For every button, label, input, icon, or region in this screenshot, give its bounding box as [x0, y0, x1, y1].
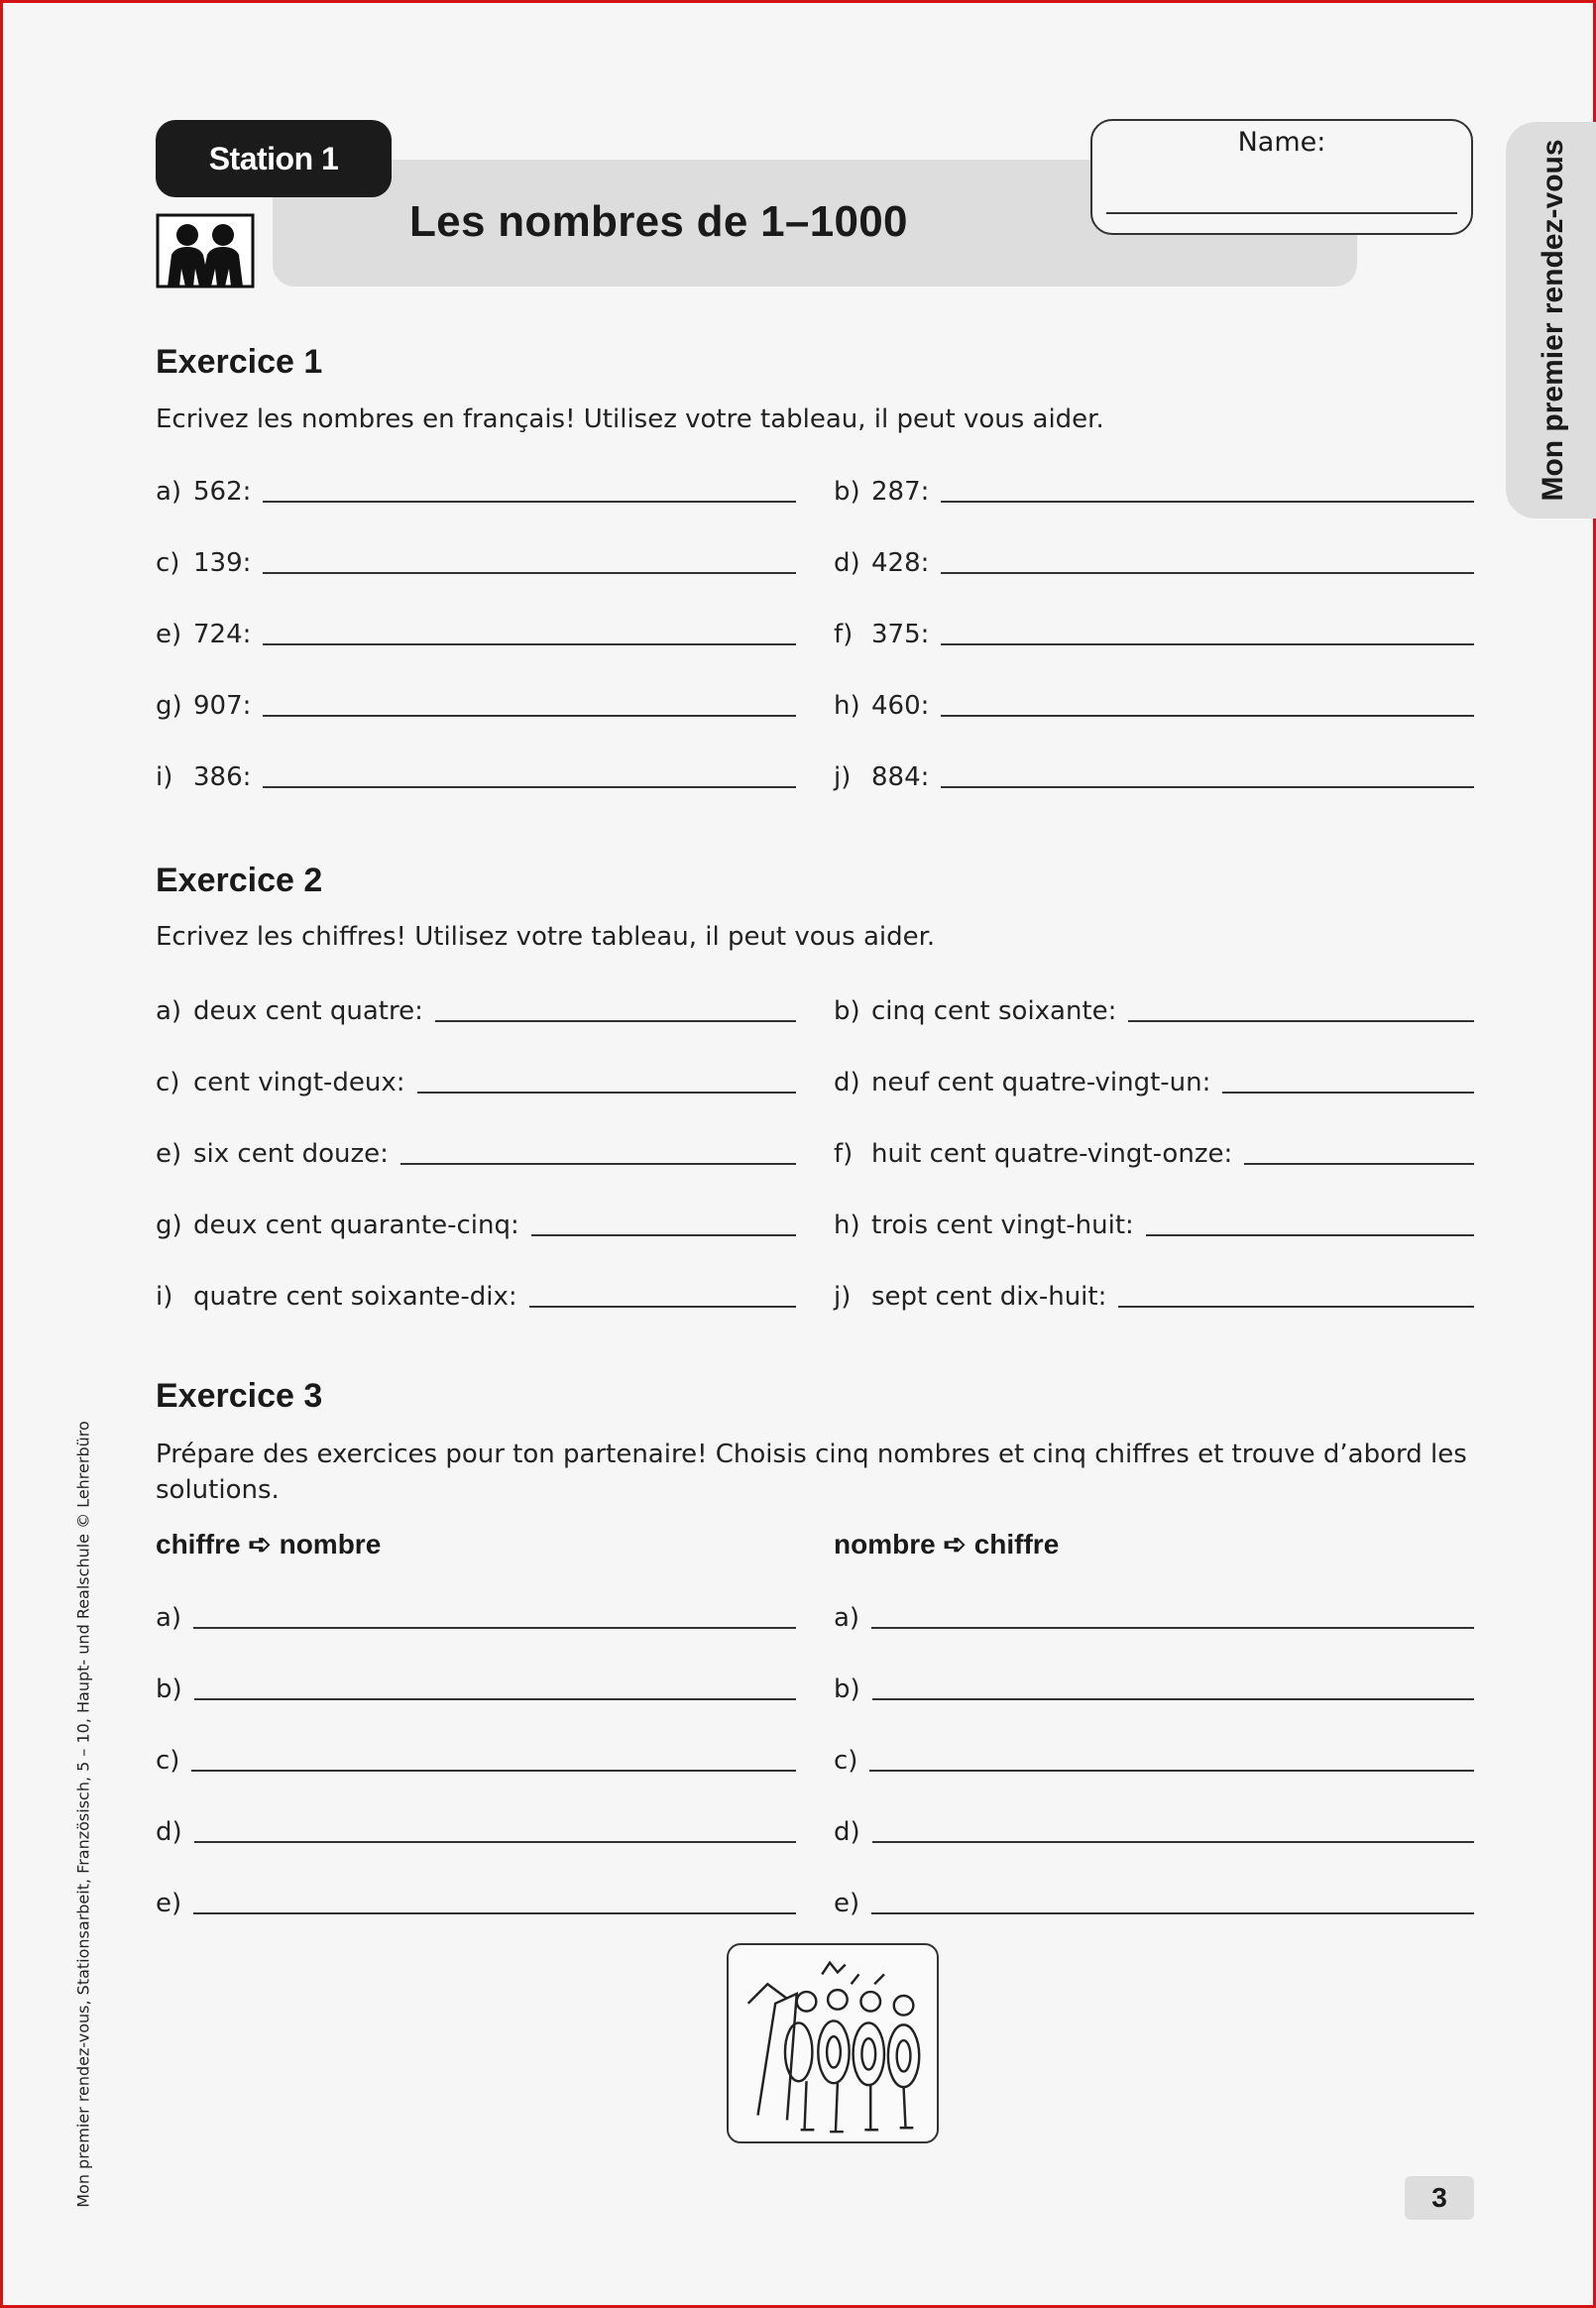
- column-head-nombre-chiffre: nombre ➪ chiffre: [834, 1529, 1060, 1559]
- page-number: 3: [1405, 2176, 1474, 2220]
- exercise-2-item-c: [156, 1062, 796, 1097]
- column-head-chiffre-nombre: chiffre ➪ nombre: [156, 1529, 382, 1559]
- item-prompt: six cent douze:: [193, 1139, 389, 1169]
- dancing-figures-illustration: [727, 1943, 939, 2143]
- exercise-2-item-j: [834, 1276, 1474, 1312]
- exercise-2-item-b: [834, 990, 1474, 1026]
- answer-line[interactable]: [1222, 1092, 1474, 1094]
- exercise-3-right-item-d: [834, 1811, 1474, 1847]
- answer-line[interactable]: [263, 501, 796, 503]
- item-letter: a): [156, 1603, 182, 1633]
- answer-line[interactable]: [194, 1841, 796, 1843]
- answer-line[interactable]: [1118, 1306, 1474, 1308]
- exercise-2-heading: Exercice 2: [156, 862, 323, 899]
- answer-line[interactable]: [872, 1698, 1474, 1700]
- answer-line[interactable]: [941, 501, 1474, 503]
- answer-line[interactable]: [531, 1234, 796, 1236]
- name-label: Name:: [1237, 127, 1326, 158]
- answer-line[interactable]: [263, 786, 796, 788]
- answer-line[interactable]: [1128, 1020, 1474, 1022]
- item-prompt: 460:: [871, 691, 930, 721]
- exercise-2-item-h: [834, 1205, 1474, 1240]
- answer-line[interactable]: [263, 643, 796, 645]
- exercise-3-left-item-b: [156, 1669, 796, 1704]
- item-prompt: cinq cent soixante:: [871, 996, 1117, 1026]
- item-letter: h): [834, 691, 860, 721]
- exercise-3-right-item-c: [834, 1740, 1474, 1776]
- exercise-1-item-b: [834, 471, 1474, 507]
- item-prompt: cent vingt-deux:: [193, 1068, 405, 1097]
- exercise-3-left-item-d: [156, 1811, 796, 1847]
- exercise-2-instruction: Ecrivez les chiffres! Utilisez votre tableau, il peut vous aider.: [156, 922, 936, 952]
- item-letter: e): [156, 1889, 182, 1918]
- item-prompt: deux cent quarante-cinq:: [193, 1211, 519, 1240]
- item-letter: j): [834, 762, 852, 792]
- item-letter: g): [156, 1211, 182, 1240]
- item-prompt: trois cent vingt-huit:: [871, 1211, 1134, 1240]
- exercise-1-item-f: [834, 614, 1474, 649]
- exercise-3-left-item-c: [156, 1740, 796, 1776]
- item-letter: c): [156, 548, 180, 578]
- answer-line[interactable]: [417, 1092, 796, 1094]
- exercise-3-right-item-e: [834, 1883, 1474, 1918]
- name-input-line[interactable]: [1106, 212, 1457, 214]
- answer-line[interactable]: [941, 643, 1474, 645]
- item-letter: d): [834, 548, 860, 578]
- item-letter: e): [156, 620, 182, 649]
- exercise-1-item-d: [834, 542, 1474, 578]
- copyright-credit: Mon premier rendez-vous, Stationsarbeit, Französisch, 5 – 10, Haupt- und Realschule © Lehrerbüro: [73, 1421, 93, 2208]
- exercise-2-item-g: [156, 1205, 796, 1240]
- item-letter: g): [156, 691, 182, 721]
- exercise-1-item-h: [834, 685, 1474, 721]
- item-prompt: deux cent quatre:: [193, 996, 423, 1026]
- item-letter: f): [834, 620, 854, 649]
- item-letter: d): [834, 1068, 860, 1097]
- item-prompt: 375:: [871, 620, 930, 649]
- exercise-2-item-e: [156, 1133, 796, 1169]
- item-letter: c): [156, 1746, 180, 1776]
- answer-line[interactable]: [872, 1841, 1474, 1843]
- item-prompt: huit cent quatre-vingt-onze:: [871, 1139, 1233, 1169]
- exercise-1-item-c: [156, 542, 796, 578]
- exercise-3-heading: Exercice 3: [156, 1377, 323, 1415]
- item-letter: b): [834, 996, 860, 1026]
- answer-line[interactable]: [194, 1698, 796, 1700]
- answer-line[interactable]: [263, 572, 796, 574]
- item-letter: d): [156, 1817, 182, 1847]
- item-letter: c): [834, 1746, 858, 1776]
- answer-line[interactable]: [941, 786, 1474, 788]
- item-letter: b): [156, 1674, 182, 1704]
- item-prompt: 907:: [193, 691, 252, 721]
- item-prompt: 562:: [193, 477, 252, 507]
- exercise-3-left-item-e: [156, 1883, 796, 1918]
- exercise-2-item-i: [156, 1276, 796, 1312]
- exercise-3-instruction: Prépare des exercices pour ton partenaire! Choisis cinq nombres et cinq chiffres et trouve d’abord les solutions.: [156, 1440, 1467, 1505]
- exercise-1-item-a: [156, 471, 796, 507]
- item-letter: e): [834, 1889, 860, 1918]
- exercise-3-left-item-a: [156, 1597, 796, 1633]
- answer-line[interactable]: [871, 1627, 1474, 1629]
- item-prompt: 724:: [193, 620, 252, 649]
- page-title: Les nombres de 1–1000: [409, 197, 908, 246]
- exercise-1-item-g: [156, 685, 796, 721]
- exercise-1-item-j: [834, 756, 1474, 792]
- station-badge: Station 1: [156, 120, 392, 197]
- name-field-box: [1090, 119, 1473, 235]
- answer-line[interactable]: [871, 1912, 1474, 1914]
- item-prompt: quatre cent soixante-dix:: [193, 1282, 517, 1312]
- item-prompt: 884:: [871, 762, 930, 792]
- answer-line[interactable]: [263, 715, 796, 717]
- exercise-3-right-item-b: [834, 1669, 1474, 1704]
- exercise-3-right-item-a: [834, 1597, 1474, 1633]
- exercise-2-item-a: [156, 990, 796, 1026]
- partner-work-icon: [156, 213, 255, 288]
- item-letter: f): [834, 1139, 854, 1169]
- item-prompt: neuf cent quatre-vingt-un:: [871, 1068, 1211, 1097]
- item-letter: i): [156, 1282, 173, 1312]
- answer-line[interactable]: [435, 1020, 796, 1022]
- exercise-1-instruction: Ecrivez les nombres en français! Utilisez votre tableau, il peut vous aider.: [156, 404, 1104, 434]
- item-prompt: 428:: [871, 548, 930, 578]
- item-letter: i): [156, 762, 173, 792]
- item-letter: e): [156, 1139, 182, 1169]
- item-letter: a): [156, 996, 182, 1026]
- answer-line[interactable]: [941, 572, 1474, 574]
- item-letter: h): [834, 1211, 860, 1240]
- item-letter: b): [834, 1674, 860, 1704]
- exercise-1-item-i: [156, 756, 796, 792]
- exercise-1-item-e: [156, 614, 796, 649]
- answer-line[interactable]: [941, 715, 1474, 717]
- item-letter: c): [156, 1068, 180, 1097]
- exercise-1-heading: Exercice 1: [156, 343, 323, 381]
- item-prompt: 139:: [193, 548, 252, 578]
- answer-line[interactable]: [869, 1770, 1474, 1772]
- item-letter: b): [834, 477, 860, 507]
- item-letter: a): [834, 1603, 860, 1633]
- item-letter: a): [156, 477, 182, 507]
- answer-line[interactable]: [529, 1306, 796, 1308]
- answer-line[interactable]: [400, 1163, 796, 1165]
- item-letter: j): [834, 1282, 852, 1312]
- item-prompt: 287:: [871, 477, 930, 507]
- answer-line[interactable]: [1244, 1163, 1474, 1165]
- item-letter: d): [834, 1817, 860, 1847]
- answer-line[interactable]: [193, 1627, 796, 1629]
- answer-line[interactable]: [191, 1770, 796, 1772]
- item-prompt: 386:: [193, 762, 252, 792]
- item-prompt: sept cent dix-huit:: [871, 1282, 1107, 1312]
- exercise-2-item-d: [834, 1062, 1474, 1097]
- exercise-2-item-f: [834, 1133, 1474, 1169]
- side-tab-label: Mon premier rendez-vous: [1537, 139, 1569, 502]
- answer-line[interactable]: [193, 1912, 796, 1914]
- answer-line[interactable]: [1146, 1234, 1474, 1236]
